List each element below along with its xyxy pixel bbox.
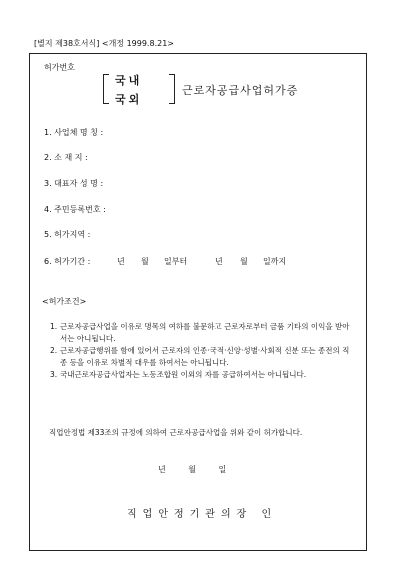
right-bracket	[169, 74, 175, 104]
condition-item	[50, 321, 355, 345]
period-end-year: 년	[215, 257, 223, 266]
condition-text: 근로자공급행위를 함에 있어서 근로자의 인종·국적·신앙·성별·사회적 신분 또는 종전의 직종 등을 이유로 차별적 대우를 하여서는 아니됩니다.	[60, 346, 350, 367]
condition-text: 근로자공급사업을 이유로 명목의 여하를 불문하고 근로자로부터 금품 기타의 이익을 받아서는 아니됩니다.	[60, 322, 350, 343]
condition-number: 2.	[50, 346, 58, 355]
field-resident-number: 4. 주민등록번호 :	[44, 205, 106, 214]
permit-title: 근로자공급사업허가증	[182, 84, 299, 97]
form-header: [별지 제38호서식] <개정 1999.8.21>	[34, 39, 174, 48]
condition-number: 1.	[50, 322, 58, 331]
condition-item	[50, 369, 355, 381]
condition-item	[50, 345, 355, 369]
left-bracket	[103, 74, 109, 104]
issuer-seal: 직업안정기관의장 인	[127, 509, 278, 520]
issue-date: 년 월 일	[158, 465, 227, 474]
option-foreign: 국외	[115, 93, 143, 106]
option-domestic: 국내	[115, 74, 143, 87]
field-representative: 3. 대표자 성 명 :	[44, 179, 104, 188]
field-address: 2. 소 재 지 :	[44, 153, 88, 162]
period-end-day: 일까지	[263, 257, 287, 266]
condition-text: 국내근로자공급사업자는 노동조합원 이외의 자를 공급하여서는 아니됩니다.	[60, 370, 307, 379]
condition-number: 3.	[50, 370, 58, 379]
period-start-day: 일부터	[164, 257, 188, 266]
field-company-name: 1. 사업체 명 칭 :	[44, 128, 104, 137]
period-start-year: 년	[117, 257, 125, 266]
period-start-month: 월	[141, 257, 149, 266]
field-permit-period: 6. 허가기간 :	[44, 257, 91, 266]
permit-number-label: 허가번호	[44, 63, 75, 72]
conditions-heading: <허가조건>	[42, 297, 87, 306]
period-end-month: 월	[240, 257, 248, 266]
field-permit-region: 5. 허가지역 :	[44, 230, 91, 239]
permit-title-block	[103, 72, 343, 108]
permit-statement: 직업안정법 제33조의 규정에 의하여 근로자공급사업을 위와 같이 허가합니다.	[49, 428, 303, 437]
permit-form	[29, 53, 367, 551]
